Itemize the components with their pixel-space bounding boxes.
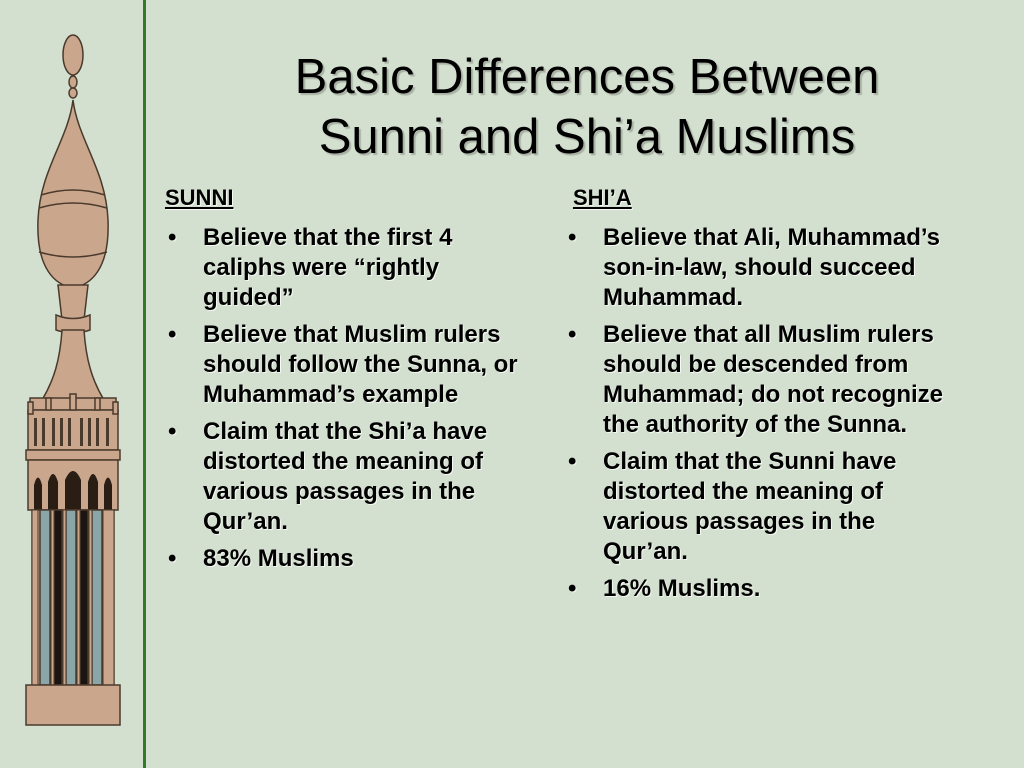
list-item: [565, 320, 965, 440]
shia-bullet-list: [565, 223, 965, 604]
title-line-1: Basic Differences Between: [294, 50, 880, 104]
list-item-text: 16% Muslims.: [603, 575, 761, 602]
bullet-icon: •: [568, 575, 577, 602]
shia-column: [565, 183, 965, 611]
list-item: [165, 417, 535, 537]
shia-heading: SHI’A: [573, 185, 632, 210]
list-item-text: Believe that all Muslim rulers should be descended from Muhammad; do not recognize the authority of the Sunna.: [603, 321, 944, 438]
title-line-2: Sunni and Shi’a Muslims: [318, 110, 856, 164]
bullet-icon: •: [568, 224, 577, 251]
bullet-icon: •: [168, 224, 177, 251]
list-item: [165, 223, 535, 313]
bullet-icon: •: [168, 418, 177, 445]
bullet-icon: •: [568, 321, 577, 348]
bullet-icon: •: [568, 448, 577, 475]
list-item: [565, 447, 965, 567]
minaret-icon: [18, 30, 128, 730]
list-item-text: Claim that the Sunni have distorted the meaning of various passages in the Qur’an.: [603, 448, 897, 565]
sunni-heading: SUNNI: [165, 185, 234, 210]
list-item-text: 83% Muslims: [203, 545, 354, 572]
list-item: [165, 544, 535, 574]
list-item: [165, 320, 535, 410]
bullet-icon: •: [168, 545, 177, 572]
list-item: [565, 574, 965, 604]
list-item-text: Believe that Ali, Muhammad’s son-in-law, should succeed Muhammad.: [603, 224, 940, 311]
bullet-icon: •: [168, 321, 177, 348]
list-item-text: Believe that Muslim rulers should follow the Sunna, or Muhammad’s example: [203, 321, 518, 408]
slide-title: [150, 47, 1024, 167]
sunni-bullet-list: [165, 223, 535, 574]
list-item-text: Claim that the Shi’a have distorted the meaning of various passages in the Qur’an.: [203, 418, 488, 535]
sunni-column: [165, 183, 535, 581]
list-item-text: Believe that the first 4 caliphs were “rightly guided”: [203, 224, 453, 311]
vertical-divider-line: [143, 0, 146, 768]
list-item: [565, 223, 965, 313]
